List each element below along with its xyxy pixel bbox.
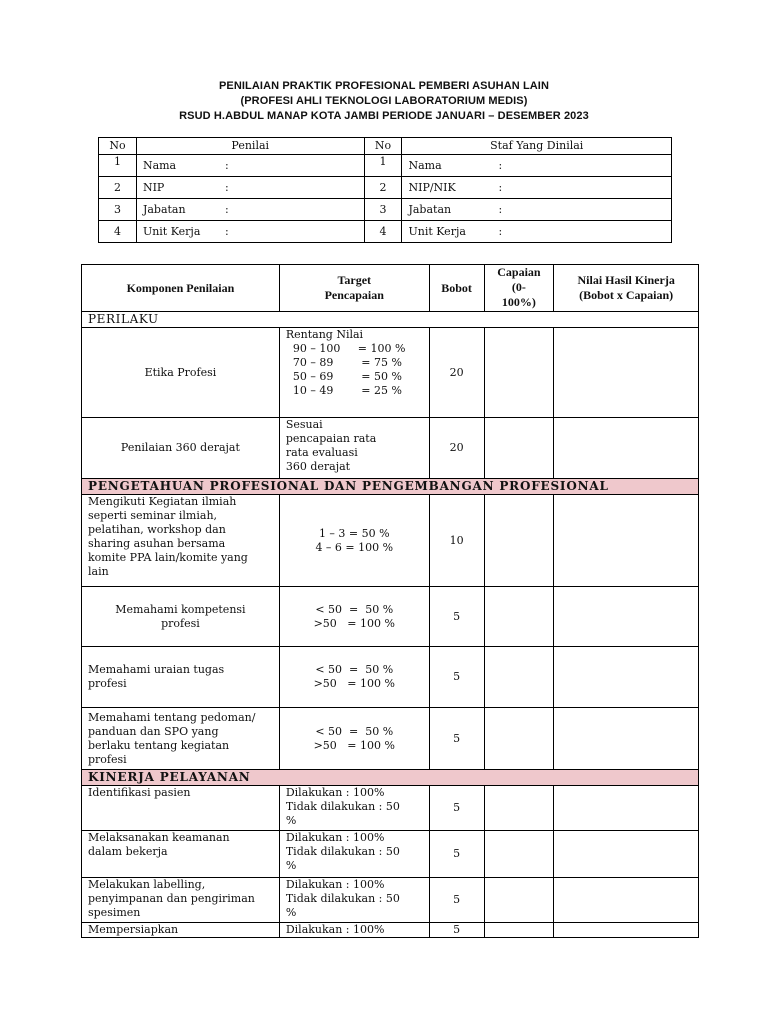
capaian-input-cell[interactable] xyxy=(484,831,554,878)
field-label: Jabatan xyxy=(142,202,186,216)
field-colon: : xyxy=(224,158,229,172)
target-line: >50 = 100 % xyxy=(313,738,395,752)
target-line: Tidak dilakukan : 50 xyxy=(285,800,400,813)
col-no-right: No xyxy=(364,138,402,155)
row-no: 3 xyxy=(99,199,137,221)
komponen-cell: Penilaian 360 derajat xyxy=(82,418,280,479)
header-target-line: Target xyxy=(337,273,372,287)
capaian-input-cell[interactable] xyxy=(484,418,554,479)
col-no-left: No xyxy=(99,138,137,155)
header-nilai xyxy=(554,265,699,312)
target-line: % xyxy=(285,814,297,827)
komponen-line: seperti seminar ilmiah, xyxy=(88,509,218,522)
row-no: 3 xyxy=(364,199,402,221)
field-label: Jabatan xyxy=(408,202,452,216)
komponen-line: sharing asuhan bersama xyxy=(88,537,226,550)
section-title: PENGETAHUAN PROFESIONAL DAN PENGEMBANGAN PROFESIONAL xyxy=(82,479,699,495)
komponen-cell xyxy=(82,923,280,938)
target-cell xyxy=(279,647,429,708)
komponen-cell xyxy=(82,786,280,831)
nilai-input-cell[interactable] xyxy=(554,647,699,708)
target-line: Dilakukan : 100% xyxy=(285,831,385,844)
komponen-line: Melaksanakan keamanan xyxy=(88,831,230,844)
row-kegiatan-ilmiah xyxy=(82,495,699,587)
target-line: rata evaluasi xyxy=(285,446,358,459)
header-komponen: Komponen Penilaian xyxy=(82,265,280,312)
staf-nama-field xyxy=(402,155,672,177)
identity-row-2 xyxy=(99,177,672,199)
komponen-line: lain xyxy=(88,565,109,578)
bobot-cell: 5 xyxy=(429,786,484,831)
capaian-input-cell[interactable] xyxy=(484,708,554,770)
komponen-cell xyxy=(82,708,280,770)
target-line: < 50 = 50 % xyxy=(315,602,394,616)
nilai-input-cell[interactable] xyxy=(554,831,699,878)
capaian-input-cell[interactable] xyxy=(484,587,554,647)
bobot-cell: 5 xyxy=(429,647,484,708)
target-cell xyxy=(279,923,429,938)
nilai-input-cell[interactable] xyxy=(554,495,699,587)
header-capaian-line: 100%) xyxy=(501,295,536,309)
row-identifikasi-pasien xyxy=(82,786,699,831)
field-colon: : xyxy=(224,202,229,216)
komponen-cell xyxy=(82,647,280,708)
target-line: Tidak dilakukan : 50 xyxy=(285,845,400,858)
field-colon: : xyxy=(498,180,503,194)
section-title: KINERJA PELAYANAN xyxy=(82,770,699,786)
penilai-nama-field xyxy=(136,155,364,177)
field-colon: : xyxy=(498,202,503,216)
row-no: 4 xyxy=(99,221,137,243)
nilai-input-cell[interactable] xyxy=(554,587,699,647)
komponen-cell xyxy=(82,831,280,878)
target-cell xyxy=(279,708,429,770)
header-nilai-line: Nilai Hasil Kinerja xyxy=(577,273,675,287)
row-keamanan-bekerja xyxy=(82,831,699,878)
bobot-cell: 5 xyxy=(429,831,484,878)
komponen-line: profesi xyxy=(88,677,127,690)
target-line: 4 – 6 = 100 % xyxy=(315,540,394,554)
header-capaian-line: (0- xyxy=(511,280,526,294)
capaian-input-cell[interactable] xyxy=(484,495,554,587)
penilai-jabatan-field xyxy=(136,199,364,221)
header-nilai-line: (Bobot x Capaian) xyxy=(579,288,674,302)
target-cell xyxy=(279,495,429,587)
bobot-cell: 20 xyxy=(429,328,484,418)
target-line: >50 = 100 % xyxy=(313,616,395,630)
komponen-line: berlaku tentang kegiatan xyxy=(88,738,230,752)
field-colon: : xyxy=(498,158,503,172)
header-capaian xyxy=(484,265,554,312)
row-labelling-spesimen xyxy=(82,878,699,923)
komponen-line: Mengikuti Kegiatan ilmiah xyxy=(88,495,237,508)
komponen-line: profesi xyxy=(88,752,127,766)
field-label: Nama xyxy=(142,158,177,172)
row-etika-profesi xyxy=(82,328,699,418)
staf-unit-kerja-field xyxy=(402,221,672,243)
section-pengetahuan xyxy=(82,479,699,495)
staf-nip-field xyxy=(402,177,672,199)
staf-jabatan-field xyxy=(402,199,672,221)
komponen-line: pelatihan, workshop dan xyxy=(88,523,226,536)
target-cell xyxy=(279,831,429,878)
row-memahami-pedoman xyxy=(82,708,699,770)
bobot-cell: 20 xyxy=(429,418,484,479)
identity-row-1 xyxy=(99,155,672,177)
assessment-header-row xyxy=(82,265,699,312)
row-no: 1 xyxy=(99,155,137,177)
komponen-line: penyimpanan dan pengiriman xyxy=(88,892,255,905)
section-title: PERILAKU xyxy=(82,312,699,328)
assessment-table xyxy=(81,264,699,938)
komponen-line: Identifikasi pasien xyxy=(88,786,191,799)
target-line: >50 = 100 % xyxy=(313,677,395,690)
row-mempersiapkan xyxy=(82,923,699,938)
col-staf-dinilai: Staf Yang Dinilai xyxy=(402,138,672,155)
field-colon: : xyxy=(498,224,503,238)
col-penilai: Penilai xyxy=(136,138,364,155)
target-line: Dilakukan : 100% xyxy=(285,786,385,799)
komponen-line: Mempersiapkan xyxy=(88,923,179,936)
nilai-input-cell[interactable] xyxy=(554,708,699,770)
komponen-cell: Etika Profesi xyxy=(82,328,280,418)
row-penilaian-360 xyxy=(82,418,699,479)
field-label: Unit Kerja xyxy=(142,224,201,238)
field-label: NIP xyxy=(142,180,165,194)
nilai-input-cell[interactable] xyxy=(554,878,699,923)
target-line: 70 – 89 = 75 % xyxy=(285,356,402,369)
komponen-cell xyxy=(82,878,280,923)
doc-title-line-1: PENILAIAN PRAKTIK PROFESIONAL PEMBERI ASUHAN LAIN xyxy=(218,80,550,92)
bobot-cell: 5 xyxy=(429,878,484,923)
capaian-input-cell[interactable] xyxy=(484,328,554,418)
target-line: < 50 = 50 % xyxy=(315,724,394,738)
capaian-input-cell[interactable] xyxy=(484,786,554,831)
doc-title-line-2: (PROFESI AHLI TEKNOLOGI LABORATORIUM MEDIS) xyxy=(240,95,528,107)
doc-title-line-3: RSUD H.ABDUL MANAP KOTA JAMBI PERIODE JANUARI – DESEMBER 2023 xyxy=(179,110,589,122)
bobot-cell: 5 xyxy=(429,708,484,770)
target-cell xyxy=(279,418,429,479)
komponen-line: Memahami uraian tugas xyxy=(88,663,225,676)
target-cell xyxy=(279,786,429,831)
target-line: % xyxy=(285,906,297,919)
row-no: 1 xyxy=(364,155,402,177)
section-perilaku xyxy=(82,312,699,328)
komponen-line: komite PPA lain/komite yang xyxy=(88,551,248,564)
target-line: 360 derajat xyxy=(285,460,351,473)
target-line: Rentang Nilai xyxy=(285,328,364,341)
field-colon: : xyxy=(224,224,229,238)
target-line: % xyxy=(285,859,297,872)
target-line: 1 – 3 = 50 % xyxy=(318,526,390,540)
field-label: Unit Kerja xyxy=(408,224,466,238)
target-line: Dilakukan : 100% xyxy=(285,878,385,891)
row-no: 2 xyxy=(99,177,137,199)
komponen-line: spesimen xyxy=(88,906,141,919)
field-label: NIP/NIK xyxy=(408,180,456,194)
komponen-cell xyxy=(82,587,280,647)
target-cell xyxy=(279,587,429,647)
row-memahami-uraian-tugas xyxy=(82,647,699,708)
capaian-input-cell[interactable] xyxy=(484,923,554,938)
target-line: Dilakukan : 100% xyxy=(285,923,385,936)
identity-row-4 xyxy=(99,221,672,243)
capaian-input-cell[interactable] xyxy=(484,647,554,708)
komponen-line: dalam bekerja xyxy=(88,845,168,858)
field-label: Nama xyxy=(408,158,442,172)
nilai-input-cell[interactable] xyxy=(554,328,699,418)
komponen-line: profesi xyxy=(161,616,200,630)
bobot-cell: 5 xyxy=(429,587,484,647)
target-cell xyxy=(279,878,429,923)
target-line: pencapaian rata xyxy=(285,432,377,445)
row-no: 4 xyxy=(364,221,402,243)
target-line: 10 – 49 = 25 % xyxy=(285,384,402,397)
identity-table xyxy=(98,137,672,243)
target-line: 50 – 69 = 50 % xyxy=(285,370,402,383)
penilai-unit-kerja-field xyxy=(136,221,364,243)
identity-row-3 xyxy=(99,199,672,221)
nilai-input-cell[interactable] xyxy=(554,786,699,831)
target-line: 90 – 100 = 100 % xyxy=(285,342,406,355)
komponen-line: Memahami tentang pedoman/ xyxy=(88,710,256,724)
capaian-input-cell[interactable] xyxy=(484,878,554,923)
identity-header-row xyxy=(99,138,672,155)
header-bobot: Bobot xyxy=(429,265,484,312)
field-colon: : xyxy=(224,180,229,194)
section-kinerja xyxy=(82,770,699,786)
row-memahami-kompetensi xyxy=(82,587,699,647)
bobot-cell: 10 xyxy=(429,495,484,587)
komponen-cell xyxy=(82,495,280,587)
bobot-cell: 5 xyxy=(429,923,484,938)
komponen-line: Melakukan labelling, xyxy=(88,878,206,891)
target-line: Tidak dilakukan : 50 xyxy=(285,892,400,905)
komponen-line: panduan dan SPO yang xyxy=(88,724,219,738)
target-line: Sesuai xyxy=(285,418,323,431)
komponen-line: Memahami kompetensi xyxy=(115,602,246,616)
penilai-nip-field xyxy=(136,177,364,199)
target-cell xyxy=(279,328,429,418)
nilai-input-cell[interactable] xyxy=(554,923,699,938)
header-capaian-line: Capaian xyxy=(497,265,541,279)
row-no: 2 xyxy=(364,177,402,199)
nilai-input-cell[interactable] xyxy=(554,418,699,479)
target-line: < 50 = 50 % xyxy=(315,663,394,676)
header-target xyxy=(279,265,429,312)
header-target-line: Pencapaian xyxy=(324,288,384,302)
